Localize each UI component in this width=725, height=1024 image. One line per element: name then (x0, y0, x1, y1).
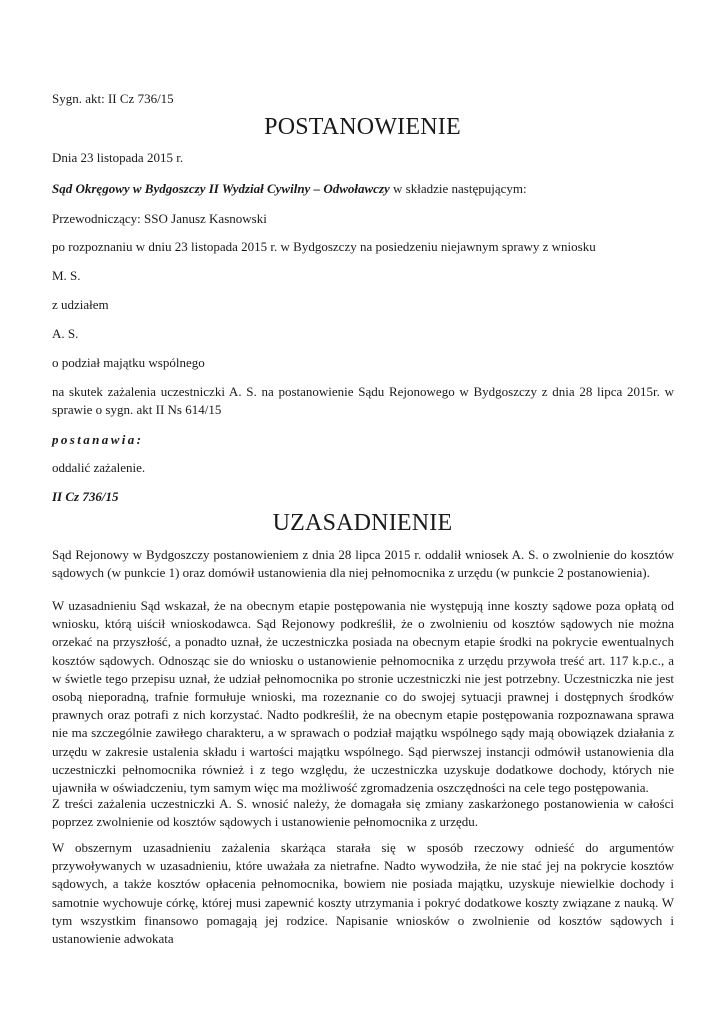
court-name: Sąd Okręgowy w Bydgoszczy II Wydział Cywilny – Odwoławczy (52, 181, 390, 196)
justification-paragraph-4: W obszernym uzasadnieniu zażalenia skarżąca starała się w sposób rzeczowy odnieść do argumentów przywoływanych w uzasadnieniu, które uważała za nietrafne. Nadto wywodziła, że nie stać jej na pokrycie kosztów sądowych, a także kosztów opłacenia pełnomocnika, bowiem nie posiada majątku, uzyskuje niewielkie dochody i samotnie wychowuje córkę, której musi zapewnić koszty utrzymania i pokryć dodatkowe koszty związane z nauką. W tym wszystkim finansowo pomagają jej rodzice. Napisanie wniosków o zwolnienie od kosztów sądowych i ustanowienie adwokata (52, 840, 674, 947)
decision-date: Dnia 23 listopada 2015 r. (52, 150, 184, 165)
composition-suffix: w składzie następującym: (389, 181, 527, 196)
case-number: Sygn. akt: II Cz 736/15 (52, 91, 174, 106)
ruling-line: oddalić zażalenie. (52, 460, 146, 475)
subject-line: o podział majątku wspólnego (52, 355, 205, 370)
justification-paragraph-1: Sąd Rejonowy w Bydgoszczy postanowieniem z dnia 28 lipca 2015 r. oddalił wniosek A. S. o zwolnienie do kosztów sądowych (w punkcie 1) oraz domówił ustanowienia dla niej pełnomocnika z urzędu (w punkcie 2 postanowienia). (52, 547, 674, 581)
resolves-label: postanawia: (52, 432, 144, 447)
case-reference: II Cz 736/15 (52, 489, 119, 504)
court-line (52, 180, 527, 198)
participation-label: z udziałem (52, 297, 109, 312)
appeal-paragraph: na skutek zażalenia uczestniczki A. S. na postanowienie Sądu Rejonowego w Bydgoszczy z dnia 28 lipca 2015r. w sprawie o sygn. akt II Ns 614/15 (52, 384, 674, 417)
proceeding-line: po rozpoznaniu w dniu 23 listopada 2015 r. w Bydgoszczy na posiedzeniu niejawnym sprawy z wniosku (52, 239, 596, 254)
justification-title: UZASADNIENIE (272, 510, 453, 536)
justification-paragraph-2: W uzasadnieniu Sąd wskazał, że na obecnym etapie postępowania nie występują inne koszty sądowe poza opłatą od wniosku, którą uiścił wnioskodawca. Sąd Rejonowy podkreślił, że o zwolnieniu od kosztów sądowych nie można orzekać na przyszłość, a ponadto uznał, że uczestniczka posiada na obecnym etapie środki na pokrycie ewentualnych kosztów sądowych. Odnosząc sie do wniosku o ustanowienie pełnomocnika z urzędu przywoła treść art. 117 k.p.c., a w świetle tego przepisu uznał, że udział pełnomocnika po stronie uczestniczki nie jest potrzebny. Uczestniczka nie jest osobą nieporadną, trafnie formułuje wnioski, ma rozeznanie co do swojej sytuacji prawnej i dostępnych środków prawnych oraz potrafi z nich korzystać. Nadto podkreślił, że na obecnym etapie postępowania rozpoznawana sprawa nie ma szczególnie zawiłego charakteru, a w sprawach o podział majątku wspólnego sądy mają obowiązek działania z urzędu w zakresie ustalenia składu i wartości majątku wspólnego. Sąd pierwszej instancji odmówił ustanowienia dla uczestniczki pełnomocnika również i z tego względu, że uczestniczka uzyskuje dodatkowe dochody, których nie ujawniła w oświadczeniu, tym samym więc ma możliwość zgromadzenia oszczędności na cele tego postępowania. (52, 598, 674, 796)
applicant: M. S. (52, 268, 81, 283)
chair-line: Przewodniczący: SSO Janusz Kasnowski (52, 211, 267, 226)
document-title: POSTANOWIENIE (264, 114, 461, 140)
participant: A. S. (52, 326, 79, 341)
justification-paragraph-3: Z treści zażalenia uczestniczki A. S. wnosić należy, że domagała się zmiany zaskarżonego postanowienia w całości poprzez zwolnienie od kosztów sądowych i ustanowienie pełnomocnika z urzędu. (52, 796, 674, 830)
